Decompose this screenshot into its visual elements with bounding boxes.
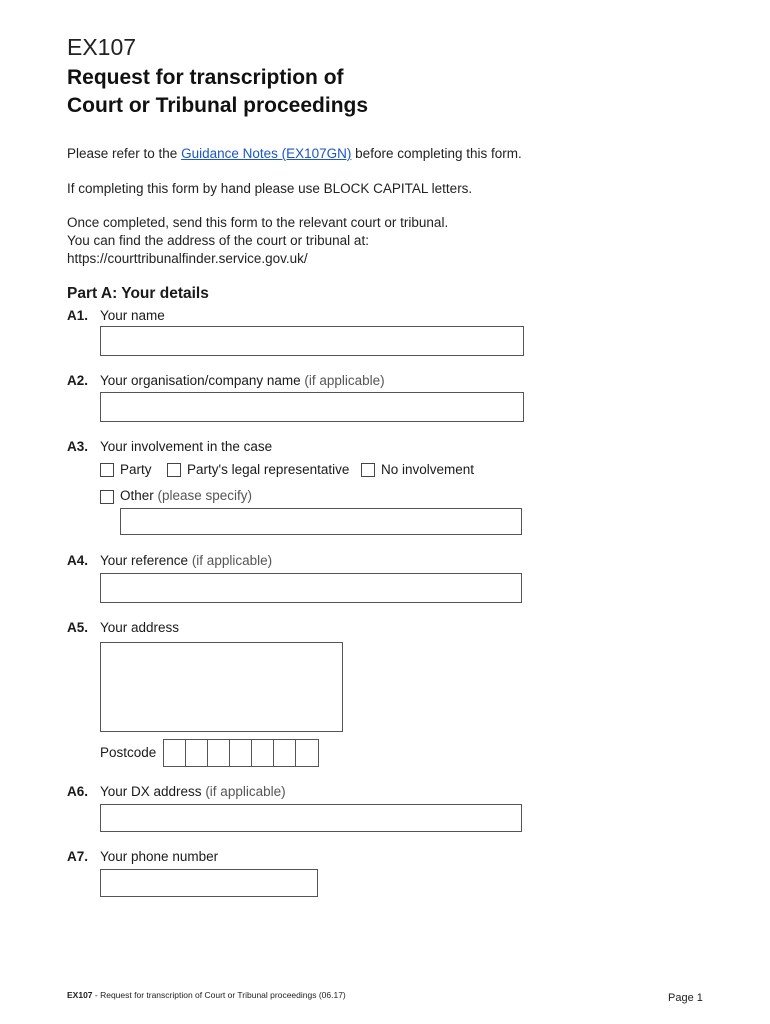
other-specify-field[interactable]	[120, 508, 522, 535]
page-title	[67, 64, 368, 120]
no-involvement-checkbox[interactable]	[361, 463, 375, 477]
form-code: EX107	[67, 34, 137, 60]
postcode-cell[interactable]	[252, 740, 274, 766]
your-reference-field[interactable]	[100, 573, 522, 603]
a2-label: Your organisation/company name	[100, 373, 301, 388]
a6-note: (if applicable)	[201, 784, 286, 799]
organisation-field[interactable]	[100, 392, 524, 422]
a6-number: A6.	[67, 784, 89, 799]
a2-note: (if applicable)	[300, 373, 385, 388]
guidance-instruction	[67, 145, 522, 163]
title-line-1: Request for transcription of	[67, 66, 344, 89]
postcode-cell[interactable]	[296, 740, 318, 766]
a3-label: Your involvement in the case	[100, 439, 273, 454]
postcode-cell[interactable]	[274, 740, 296, 766]
a4-label: Your reference	[100, 553, 189, 568]
a2-number: A2.	[67, 373, 89, 388]
party-checkbox[interactable]	[100, 463, 114, 477]
postcode-cell[interactable]	[186, 740, 208, 766]
a6-label: Your DX address	[100, 784, 202, 799]
postcode-cell[interactable]	[164, 740, 186, 766]
other-text: Other	[120, 488, 154, 503]
a7-label: Your phone number	[100, 849, 219, 864]
part-a-title: Part A: Your details	[67, 285, 209, 302]
a3-question	[67, 439, 272, 454]
block-capitals-instruction: If completing this form by hand please use BLOCK CAPITAL letters.	[67, 181, 473, 196]
a7-question	[67, 849, 218, 864]
title-line-2: Court or Tribunal proceedings	[67, 94, 369, 117]
a6-question	[67, 784, 286, 799]
send-instruction	[67, 214, 448, 268]
page-number: Page 1	[668, 992, 703, 1004]
a4-question	[67, 553, 272, 568]
a1-question	[67, 308, 165, 323]
postcode-label: Postcode	[100, 745, 157, 760]
a2-question	[67, 373, 385, 388]
a4-number: A4.	[67, 553, 89, 568]
a1-number: A1.	[67, 308, 89, 323]
legal-representative-checkbox[interactable]	[167, 463, 181, 477]
footer-text	[67, 990, 346, 1000]
your-name-field[interactable]	[100, 326, 524, 356]
no-involvement-label: No involvement	[381, 462, 475, 477]
court-finder-url: https://courttribunalfinder.service.gov.uk/	[67, 251, 308, 266]
footer-code: EX107	[67, 990, 93, 1000]
postcode-cell[interactable]	[208, 740, 230, 766]
phone-number-field[interactable]	[100, 869, 318, 897]
legal-representative-label: Party's legal representative	[187, 462, 350, 477]
a5-number: A5.	[67, 620, 89, 635]
a1-label: Your name	[100, 308, 165, 323]
guidance-prefix: Please refer to the	[67, 146, 182, 161]
a4-note: (if applicable)	[188, 553, 273, 568]
postcode-cell[interactable]	[230, 740, 252, 766]
a3-number: A3.	[67, 439, 89, 454]
footer-description: - Request for transcription of Court or Tribunal proceedings (06.17)	[92, 990, 346, 1000]
dx-address-field[interactable]	[100, 804, 522, 832]
other-checkbox[interactable]	[100, 490, 114, 504]
a7-number: A7.	[67, 849, 89, 864]
guidance-suffix: before completing this form.	[351, 146, 522, 161]
a5-label: Your address	[100, 620, 180, 635]
address-field[interactable]	[100, 642, 343, 732]
guidance-notes-link[interactable]: Guidance Notes (EX107GN)	[181, 146, 352, 161]
send-line: Once completed, send this form to the relevant court or tribunal.	[67, 215, 449, 230]
a5-question	[67, 620, 179, 635]
party-label: Party	[120, 462, 152, 477]
other-label	[120, 488, 252, 503]
other-note: (please specify)	[153, 488, 253, 503]
find-line: You can find the address of the court or tribunal at:	[67, 233, 369, 248]
postcode-input[interactable]	[163, 739, 319, 767]
